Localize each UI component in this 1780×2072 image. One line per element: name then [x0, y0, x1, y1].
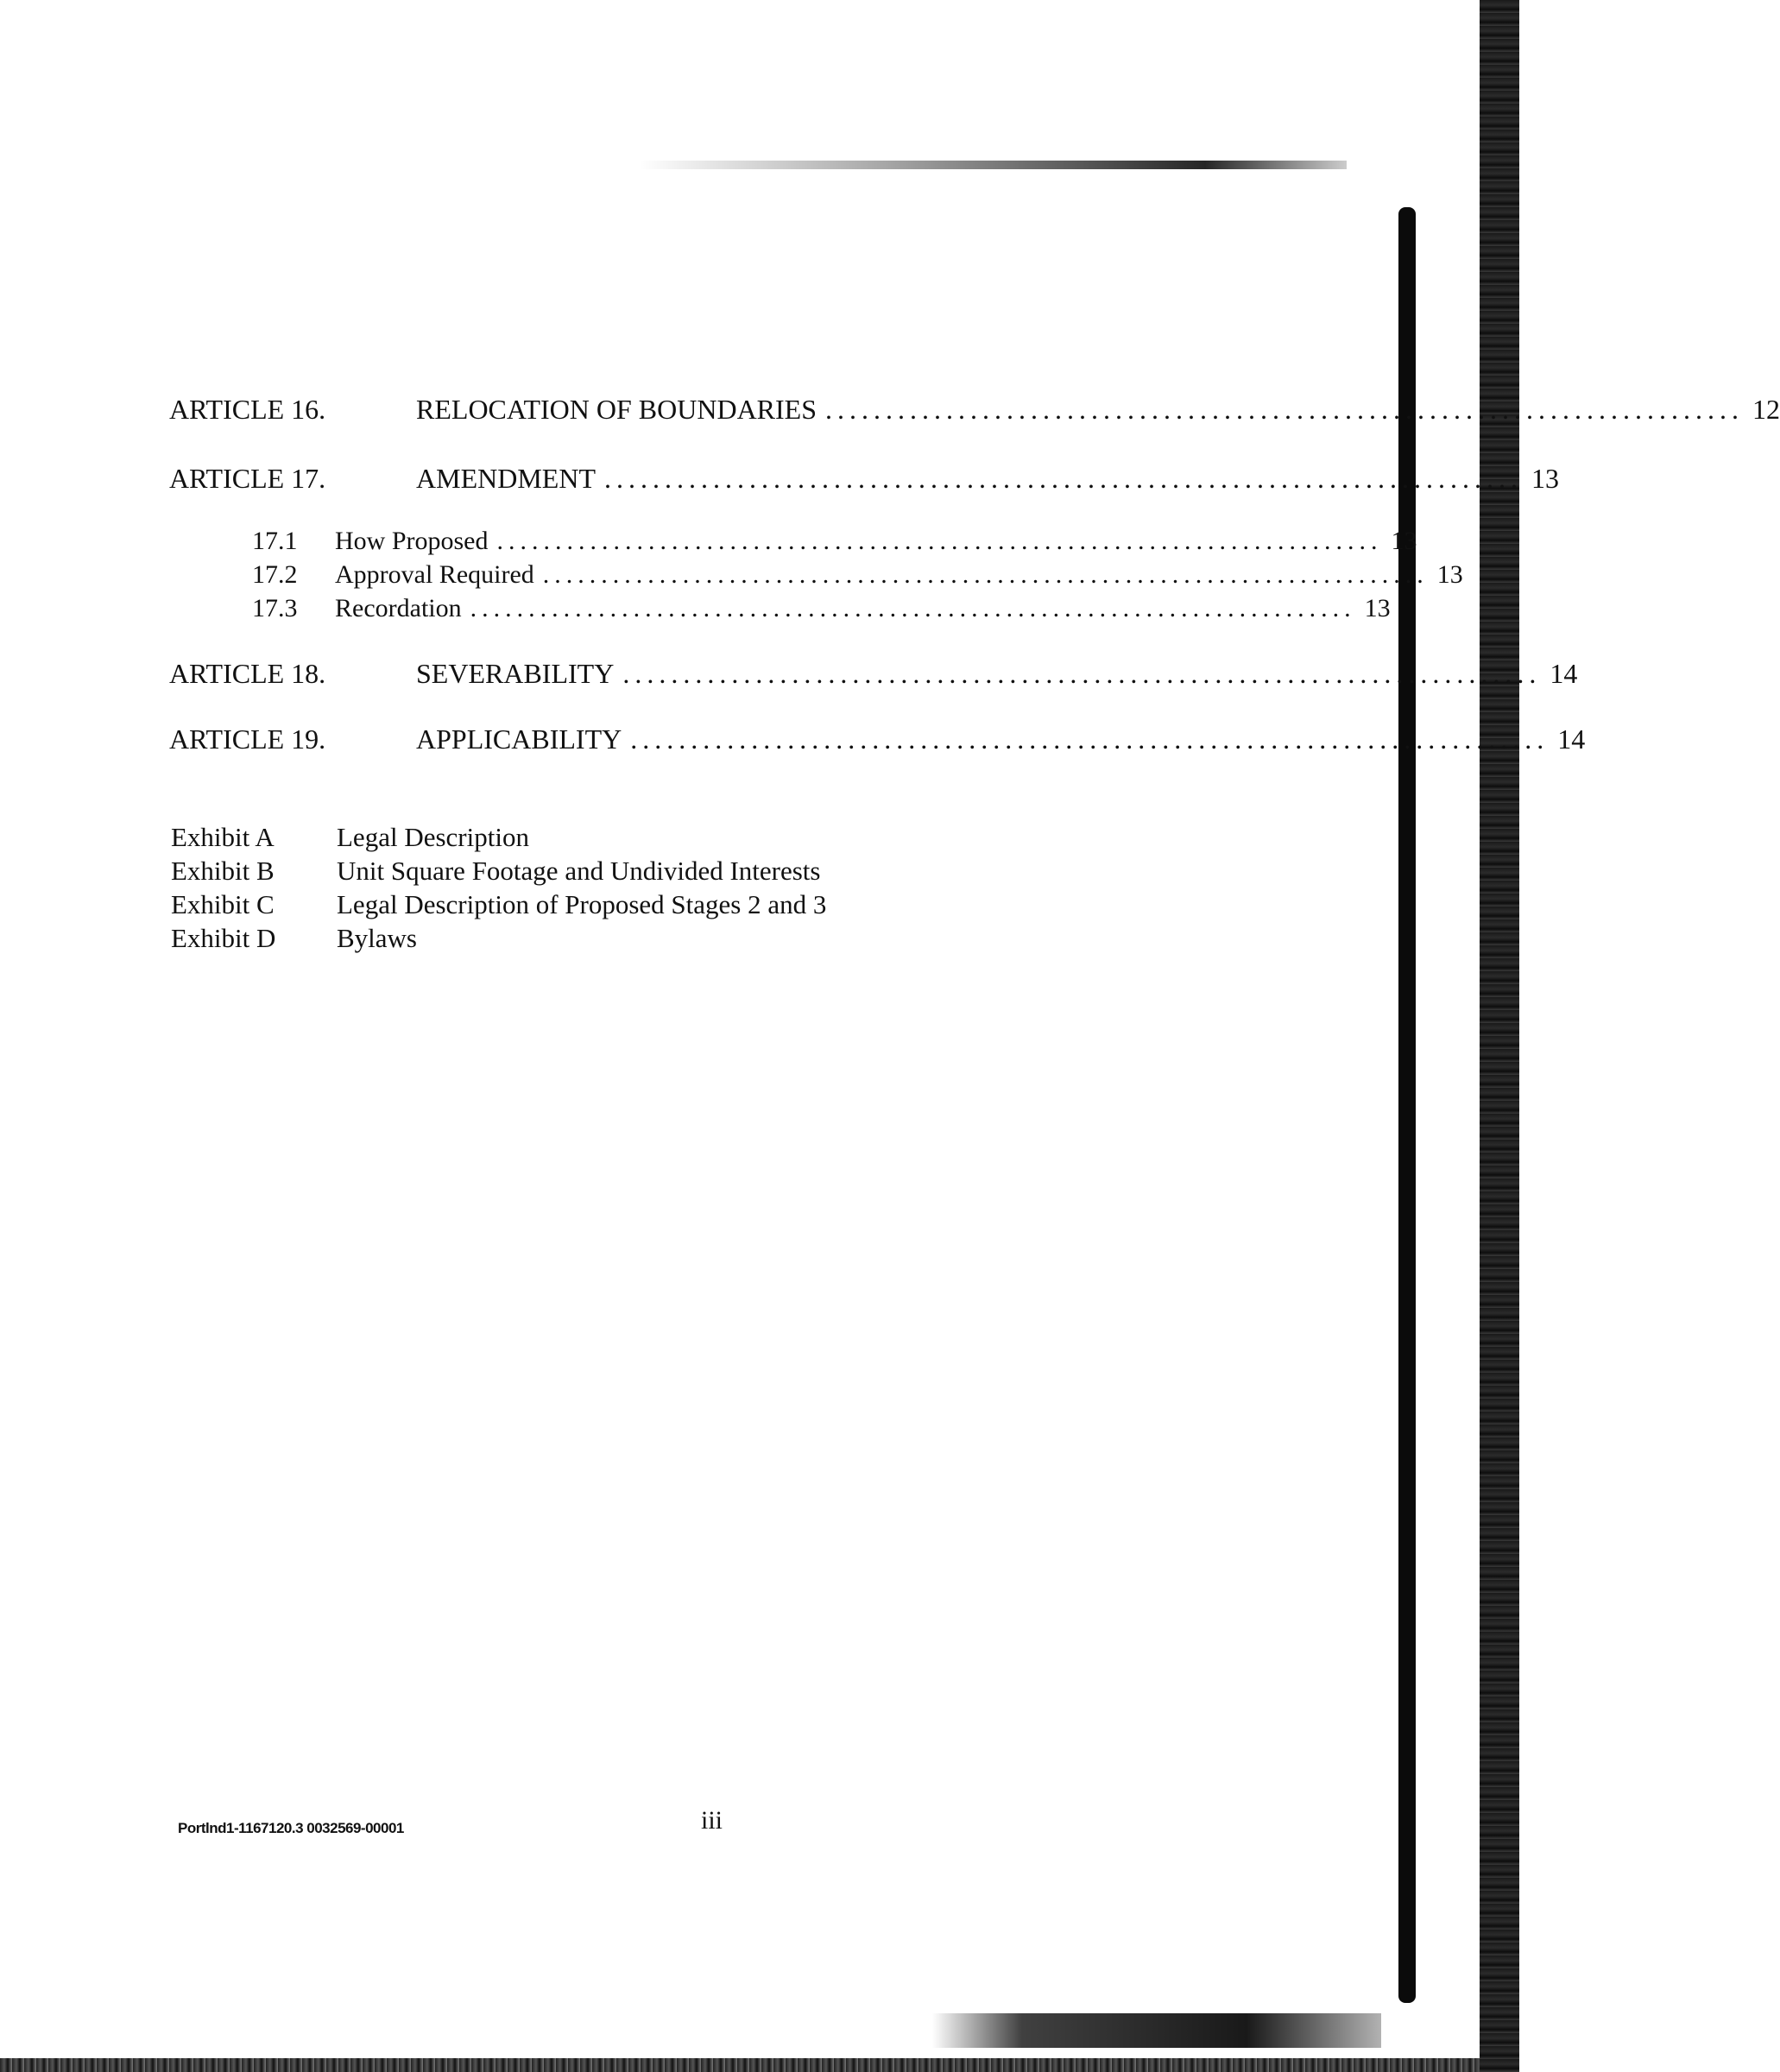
toc-leader-dots: ............................................................................ [825, 394, 1745, 425]
toc-page-number: 13 [1364, 594, 1391, 622]
toc-section-number: 17.3 [252, 594, 298, 622]
toc-leader-dots: ............................................................................ [630, 723, 1550, 755]
toc-page-number: 13 [1436, 560, 1463, 589]
toc-page-number: 13 [1531, 463, 1559, 494]
exhibit-label: Exhibit C [171, 889, 275, 919]
toc-entry-article-17 [169, 459, 1559, 497]
toc-entry-article-19 [169, 720, 1586, 758]
toc-page-number: 12 [1752, 394, 1780, 425]
toc-article-number: ARTICLE 17. [169, 463, 326, 494]
toc-leader-dots: ............................................................................ [542, 560, 1429, 589]
scan-artifact-bottom-blot [932, 2013, 1381, 2048]
toc-entry-article-16 [169, 390, 1780, 428]
footer-page-number: iii [701, 1806, 723, 1835]
toc-article-title: RELOCATION OF BOUNDARIES [416, 394, 817, 425]
toc-leader-dots: ............................................................................ [496, 527, 1383, 555]
toc-section-17-3 [169, 592, 1391, 625]
exhibit-entry-b [171, 854, 1034, 888]
toc-page-number: 13 [1391, 527, 1417, 555]
toc-section-title: Recordation [335, 594, 462, 622]
exhibit-description: Bylaws [337, 923, 417, 953]
toc-section-title: How Proposed [335, 527, 489, 555]
footer-document-id: Portlnd1-1167120.3 0032569-00001 [178, 1820, 404, 1836]
exhibit-entry-c [171, 888, 1034, 922]
scan-artifact-bottom-edge [0, 2058, 1480, 2072]
toc-section-17-1 [169, 525, 1417, 558]
toc-section-title: Approval Required [335, 560, 534, 589]
scan-artifact-top [639, 161, 1347, 169]
scan-artifact-right-edge [1480, 0, 1519, 2072]
toc-article-number: ARTICLE 19. [169, 723, 326, 755]
toc-leader-dots: ............................................................................ [622, 658, 1542, 689]
toc-page-number: 14 [1550, 658, 1578, 689]
exhibit-label: Exhibit D [171, 923, 276, 953]
exhibit-entry-a [171, 820, 1034, 855]
toc-leader-dots: ............................................................................ [470, 594, 1356, 622]
toc-section-number: 17.1 [252, 527, 298, 555]
toc-leader-dots: ............................................................................ [603, 463, 1523, 494]
toc-section-number: 17.2 [252, 560, 298, 589]
toc-article-number: ARTICLE 18. [169, 658, 326, 689]
toc-article-title: AMENDMENT [416, 463, 596, 494]
exhibit-description: Legal Description [337, 822, 529, 852]
exhibit-entry-d [171, 921, 1034, 956]
toc-article-title: SEVERABILITY [416, 658, 615, 689]
toc-article-title: APPLICABILITY [416, 723, 622, 755]
toc-entry-article-18 [169, 654, 1578, 692]
exhibit-description: Legal Description of Proposed Stages 2 and 3 [337, 889, 827, 919]
exhibit-label: Exhibit A [171, 822, 275, 852]
toc-article-number: ARTICLE 16. [169, 394, 326, 425]
toc-page-number: 14 [1557, 723, 1586, 755]
exhibit-description: Unit Square Footage and Undivided Interests [337, 856, 821, 886]
exhibit-label: Exhibit B [171, 856, 275, 886]
toc-section-17-2 [169, 559, 1463, 591]
